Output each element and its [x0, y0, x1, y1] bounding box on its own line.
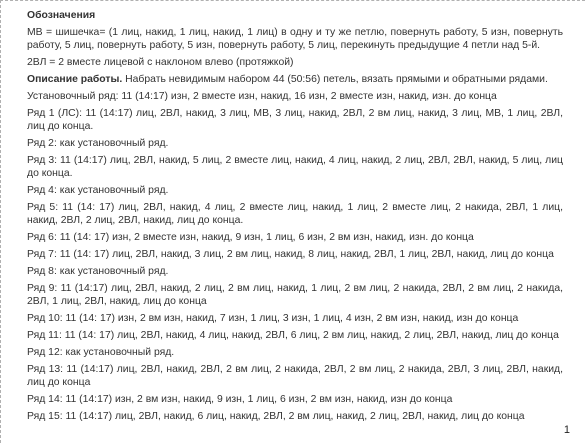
pattern-row: Ряд 3: 11 (14:17) лиц, 2ВЛ, накид, 5 лиц, 2 вместе лиц, накид, 4 лиц, накид, 2 лиц, 2ВЛ, 2ВЛ, накид, 5 лиц, лиц до конца. [27, 155, 563, 179]
pattern-row: Ряд 8: как установочный ряд. [27, 266, 169, 277]
description-label: Описание работы. [27, 74, 123, 85]
page-border-top [0, 0, 585, 1]
description-text: Набрать невидимым набором 44 (50:56) петель, вязать прямыми и обратными рядами. [122, 74, 548, 85]
pattern-row: Ряд 15: 11 (14:17) лиц, 2ВЛ, накид, 6 лиц, накид, 2ВЛ, 2 вм лиц, накид, 2 лиц, 2ВЛ, накид, лиц до конца [27, 411, 525, 422]
page-number: 1 [563, 424, 570, 436]
page-border-left [0, 0, 1, 443]
pattern-row: Ряд 14: 11 (14:17) изн, 2 вм изн, накид, 9 изн, 1 лиц, 6 изн, 2 вм изн, накид, изн до конца [27, 394, 453, 405]
description-paragraph [27, 73, 563, 86]
pattern-row: Ряд 12: как установочный ряд. [27, 347, 175, 358]
pattern-row: Установочный ряд: 11 (14:17) изн, 2 вместе изн, накид, 16 изн, 2 вместе изн, накид, изн. до конца [27, 91, 497, 102]
pattern-row: Ряд 5: 11 (14: 17) лиц, 2ВЛ, накид, 4 лиц, 2 вместе лиц, накид, 1 лиц, 2 вместе лиц, 2 накида, 2ВЛ, 1 лиц, накид, 2ВЛ, 2 лиц, 2ВЛ, накид, лиц до конца. [27, 202, 563, 226]
pattern-row: Ряд 6: 11 (14: 17) изн, 2 вместе изн, накид, 9 изн, 1 лиц, 6 изн, 2 вм изн, накид, изн. до конца [27, 232, 474, 243]
pattern-row: Ряд 1 (ЛС): 11 (14:17) лиц, 2ВЛ, накид, 3 лиц, МВ, 3 лиц, накид, 2ВЛ, 2 вм лиц, накид, 3 лиц, МВ, 1 лиц, 2ВЛ, лиц до конца. [27, 108, 563, 132]
pattern-row: Ряд 9: 11 (14:17) лиц, 2ВЛ, накид, 2 лиц, 2 вм лиц, накид, 1 лиц, 2 вм лиц, 2 накида, 2ВЛ, 2 вм лиц, 2 накида, 2ВЛ, 1 лиц, 2ВЛ, накид, лиц до конца [27, 283, 563, 307]
pattern-row: Ряд 13: 11 (14:17) лиц, 2ВЛ, накид, 2ВЛ, 2 вм лиц, 2 накида, 2ВЛ, 2 вм лиц, 2 накида, 2ВЛ, 3 лиц, 2ВЛ, накид, лиц до конца [27, 364, 563, 388]
pattern-row: Ряд 4: как установочный ряд. [27, 185, 169, 196]
legend-item: 2ВЛ = 2 вместе лицевой с наклоном влево (протяжкой) [27, 57, 294, 68]
section-heading: Обозначения [27, 10, 96, 21]
pattern-row: Ряд 11: 11 (14: 17) лиц, 2ВЛ, накид, 4 лиц, накид, 2ВЛ, 6 лиц, 2 вм лиц, накид, 2 лиц, 2ВЛ, накид, лиц до конца [27, 330, 559, 341]
pattern-row: Ряд 7: 11 (14: 17) лиц, 2ВЛ, накид, 3 лиц, 2 вм лиц, накид, 8 лиц, накид, 2ВЛ, 1 лиц, 2ВЛ, накид, лиц до конца [27, 249, 554, 260]
pattern-row: Ряд 2: как установочный ряд. [27, 138, 169, 149]
document-content [27, 9, 563, 427]
pattern-row: Ряд 10: 11 (14: 17) изн, 2 вм изн, накид, 7 изн, 1 лиц, 3 изн, 1 лиц, 4 изн, 2 вм изн, накид, изн до конца [27, 313, 519, 324]
legend-item: МВ = шишечка= (1 лиц, накид, 1 лиц, накид, 1 лиц) в одну и ту же петлю, повернуть работу, 5 изн, повернуть работу, 5 лиц, повернуть работу, 5 изн, повернуть работу, 5 лиц, перекинуть предыдущие 4 петли над 5-й. [27, 27, 563, 51]
